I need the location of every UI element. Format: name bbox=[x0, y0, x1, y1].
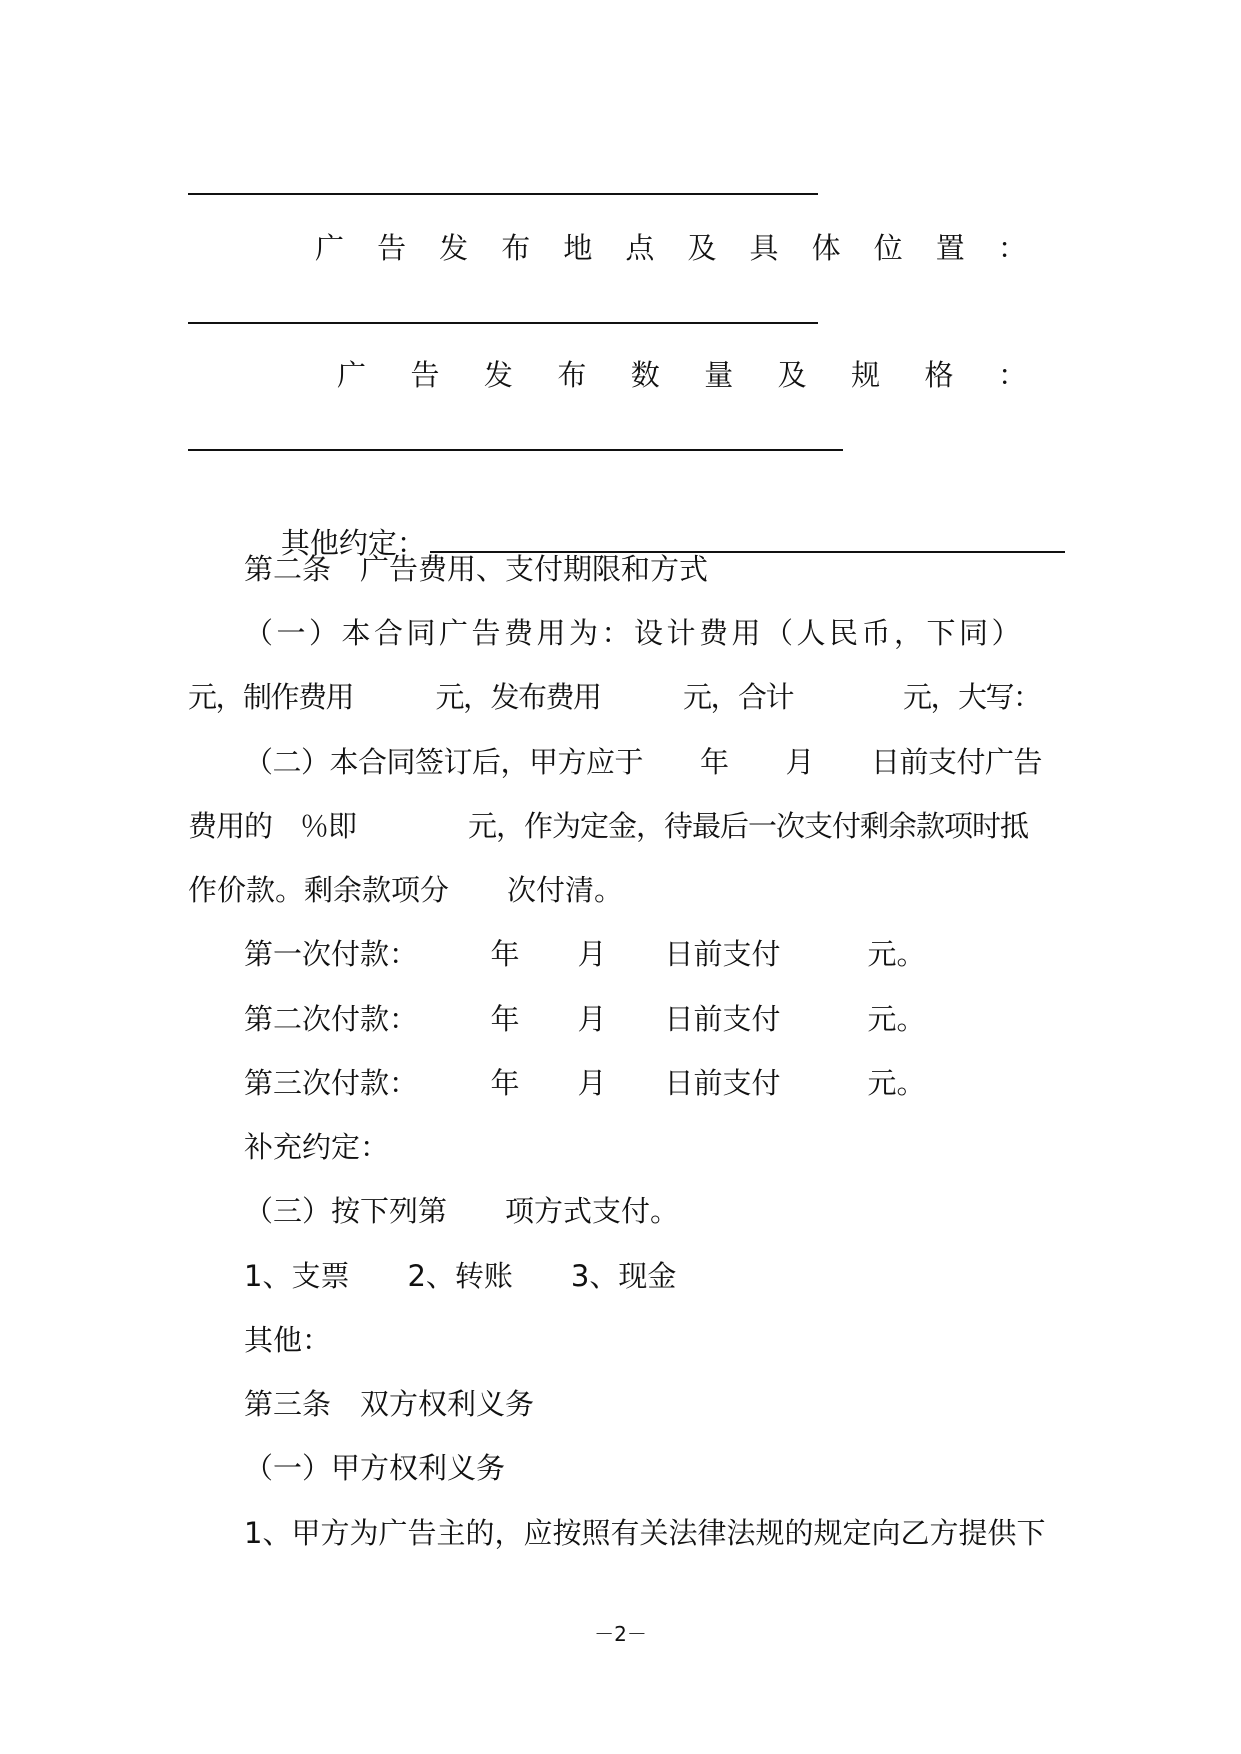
party-a-clause-1: 1、甲方为广告主的，应按照有关法律法规的规定向乙方提供下 bbox=[244, 1516, 1046, 1550]
blank-underline-1 bbox=[188, 193, 818, 195]
heading-char: 发 bbox=[439, 231, 469, 265]
heading-char: 广 bbox=[337, 358, 367, 392]
article-3-heading: 第三条 双方权利义务 bbox=[244, 1387, 535, 1421]
heading-char: 发 bbox=[483, 358, 513, 392]
page-number: －2－ bbox=[594, 1622, 647, 1646]
payment-options: 1、支票 2、转账 3、现金 bbox=[244, 1259, 677, 1293]
ad-quantity-label bbox=[337, 355, 1027, 395]
heading-char: 点 bbox=[625, 231, 655, 265]
heading-char: ： bbox=[997, 358, 1027, 392]
heading-char: 告 bbox=[410, 358, 440, 392]
payment-line-3: 作价款。剩余款项分 次付清。 bbox=[188, 873, 624, 907]
heading-char: 数 bbox=[630, 358, 660, 392]
heading-char: 广 bbox=[315, 231, 345, 265]
installment-3: 第三次付款： 年 月 日前支付 元。 bbox=[244, 1066, 926, 1100]
fee-line-2: 元，制作费用 元，发布费用 元，合计 元，大写： bbox=[188, 680, 1041, 714]
installment-1: 第一次付款： 年 月 日前支付 元。 bbox=[244, 937, 926, 971]
party-a-heading: （一）甲方权利义务 bbox=[244, 1451, 506, 1485]
ad-location-label bbox=[315, 228, 1027, 268]
heading-char: 位 bbox=[873, 231, 903, 265]
heading-char: ： bbox=[997, 231, 1027, 265]
heading-char: 置 bbox=[935, 231, 965, 265]
heading-char: 规 bbox=[851, 358, 881, 392]
heading-char: 布 bbox=[557, 358, 587, 392]
heading-char: 布 bbox=[501, 231, 531, 265]
heading-char: 告 bbox=[377, 231, 407, 265]
heading-char: 格 bbox=[924, 358, 954, 392]
article-2-heading: 第二条 广告费用、支付期限和方式 bbox=[244, 552, 709, 586]
payment-line-2: 费用的 ％即 元，作为定金，待最后一次支付剩余款项时抵 bbox=[188, 809, 1029, 843]
heading-char: 具 bbox=[749, 231, 779, 265]
other-agreement-label: 其他约定： bbox=[280, 526, 426, 560]
heading-char: 量 bbox=[704, 358, 734, 392]
heading-char: 地 bbox=[563, 231, 593, 265]
blank-underline-3 bbox=[188, 449, 843, 451]
installment-2: 第二次付款： 年 月 日前支付 元。 bbox=[244, 1002, 926, 1036]
payment-method-line: （三）按下列第 项方式支付。 bbox=[244, 1194, 680, 1228]
other-line: 其他： bbox=[244, 1323, 332, 1357]
heading-char: 体 bbox=[811, 231, 841, 265]
supplementary-agreement: 补充约定： bbox=[244, 1130, 390, 1164]
fee-line-1: （一）本合同广告费用为：设计费用（人民币，下同） bbox=[244, 616, 1025, 650]
blank-underline-2 bbox=[188, 322, 818, 324]
heading-char: 及 bbox=[777, 358, 807, 392]
heading-char: 及 bbox=[687, 231, 717, 265]
payment-line-1: （二）本合同签订后，甲方应于 年 月 日前支付广告 bbox=[244, 745, 1043, 779]
